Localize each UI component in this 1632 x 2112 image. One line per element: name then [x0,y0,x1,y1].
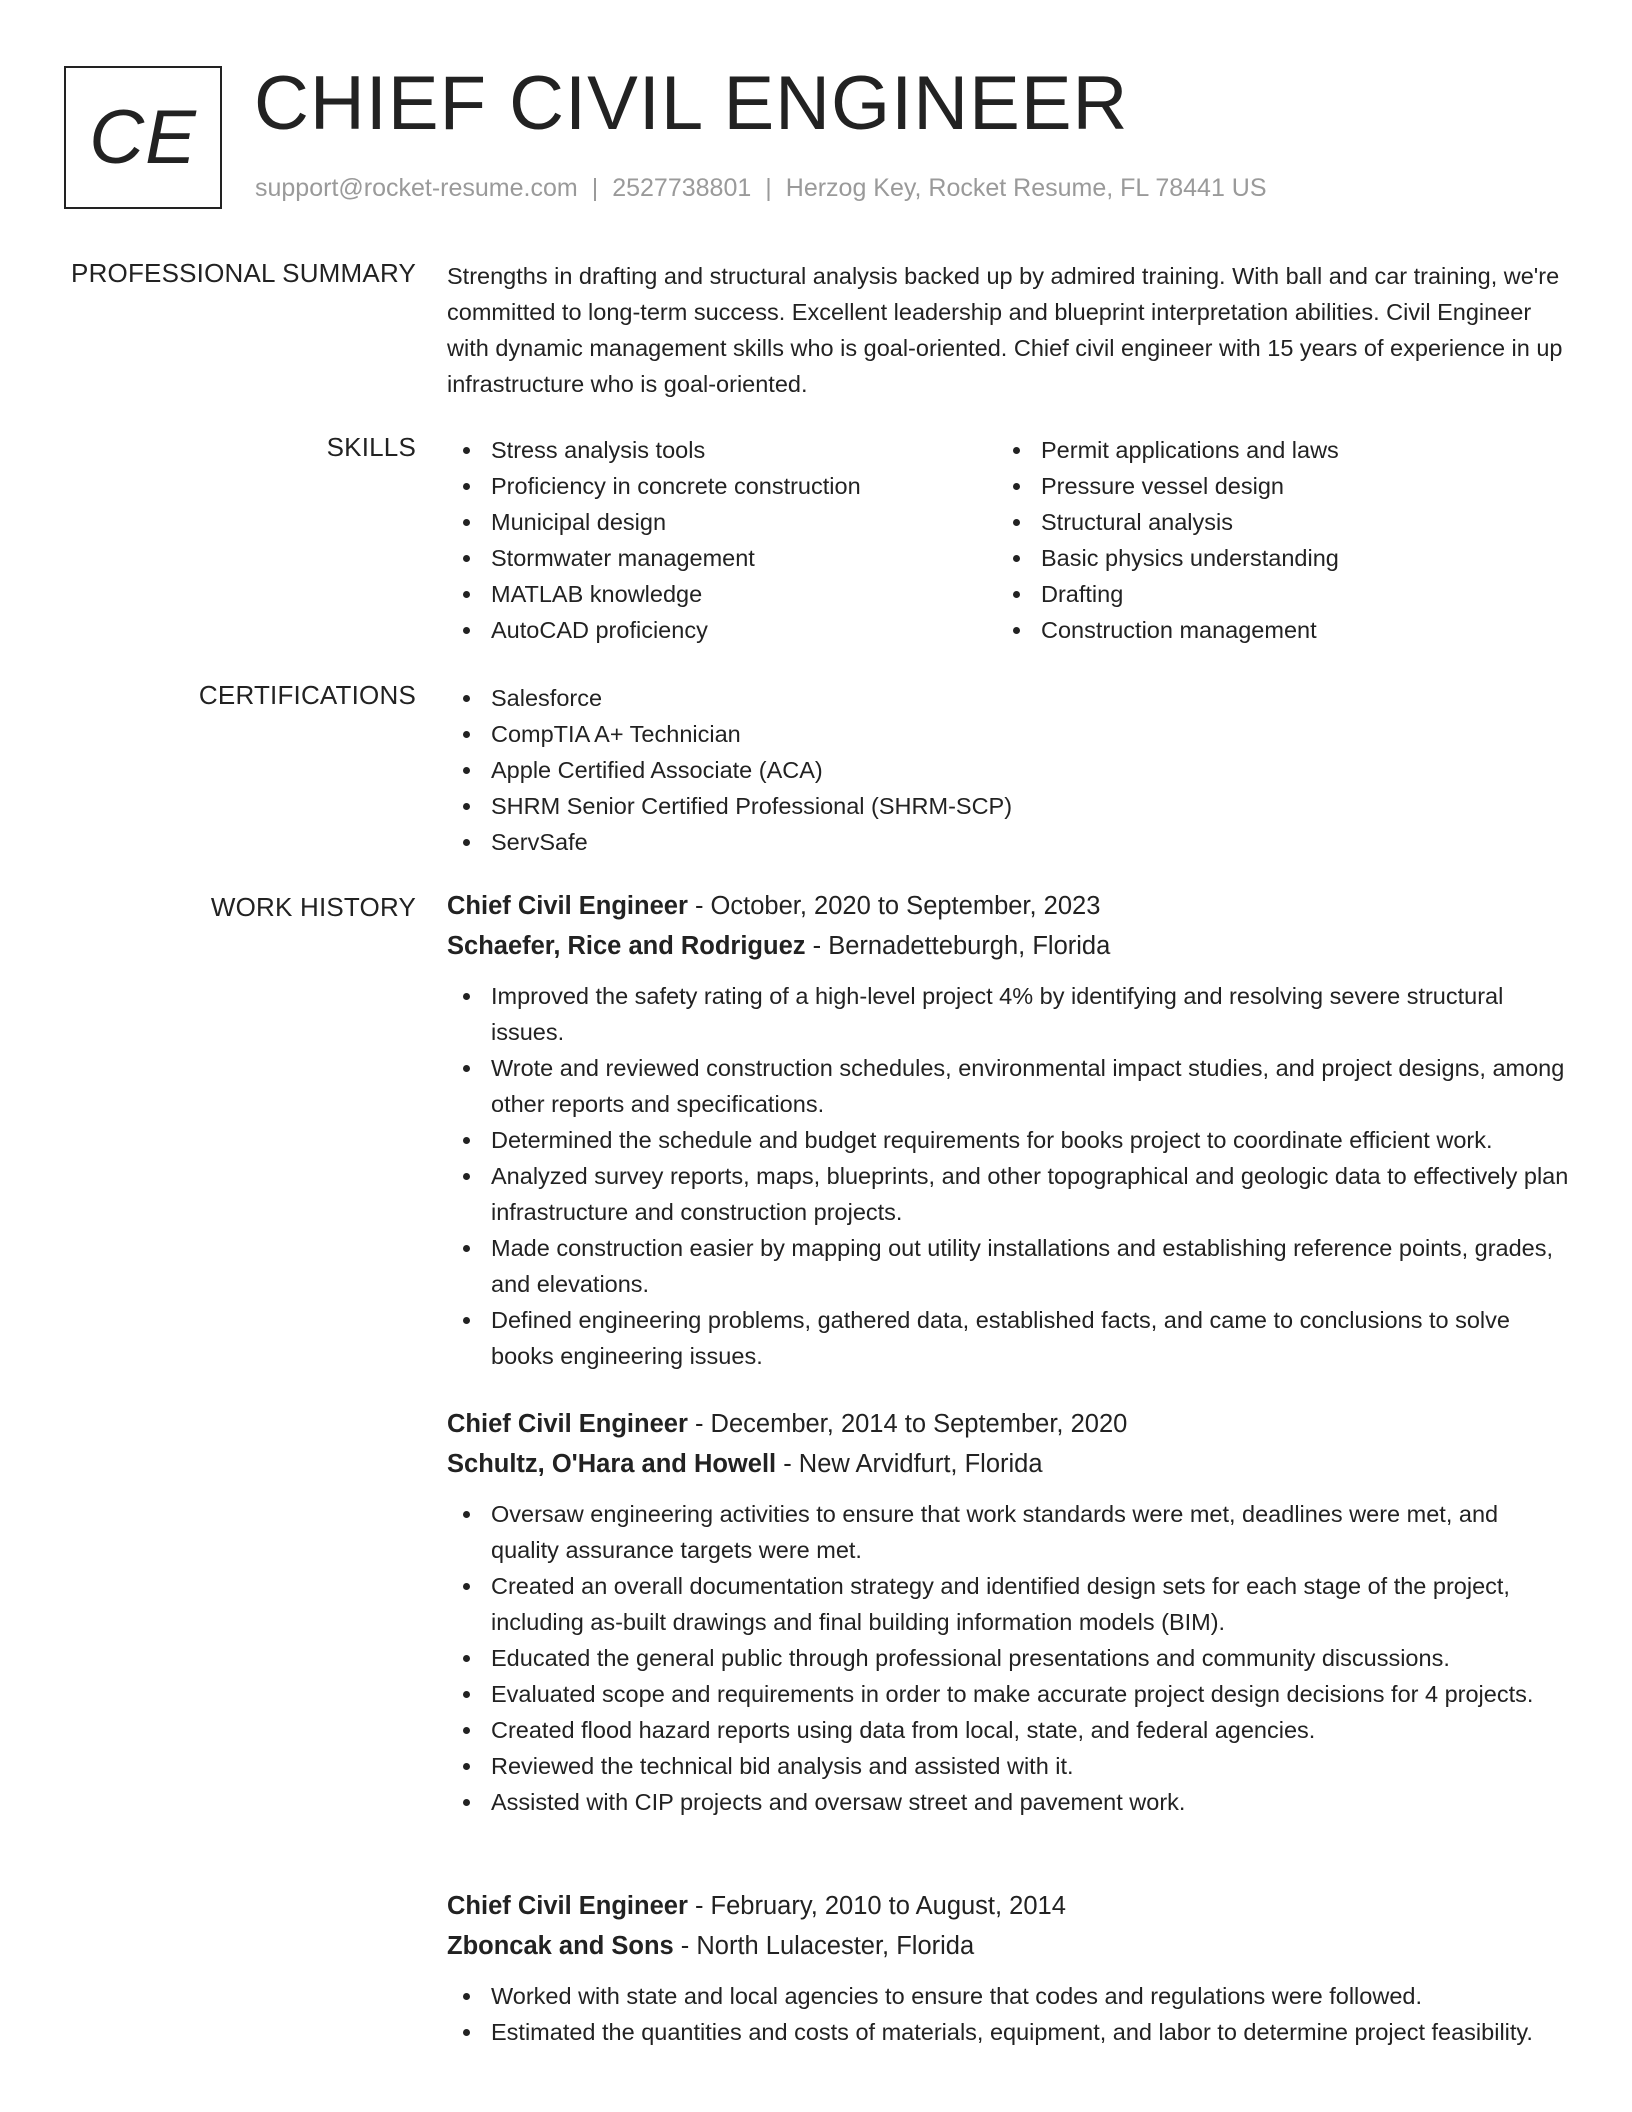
job-3 [447,1886,1572,2050]
section-label-summary: PROFESSIONAL SUMMARY [71,258,416,288]
contact-email[interactable]: support@rocket-resume.com [255,174,578,202]
job-entry [447,886,1572,1374]
skills-column-left [447,432,997,648]
skills-body [447,432,1572,648]
job-title: Chief Civil Engineer [447,1410,688,1438]
job-entry [447,1404,1572,1820]
job-company-line [447,1926,1572,1966]
contact-separator: | [765,174,772,202]
job-location: - North Lulacester, Florida [673,1932,975,1960]
skills-grid [447,432,1572,648]
job-bullet: Evaluated scope and requirements in order to make accurate project design decisions for 4 projects. [447,1676,1572,1712]
summary-text: Strengths in drafting and structural analysis backed up by admired training. With ball and car training, we're committed to long-term success. Excellent leadership and blueprint interpretation abilities. Civil Engineer with dynamic management skills who is goal-oriented. Chief civil engineer with 15 years of experience in up infrastructure who is goal-oriented. [447,263,1563,397]
skill-item: Structural analysis [997,504,1547,540]
job-bullet: Reviewed the technical bid analysis and assisted with it. [447,1748,1572,1784]
job-company: Zboncak and Sons [447,1932,674,1960]
job-bullet: Assisted with CIP projects and oversaw street and pavement work. [447,1784,1572,1820]
certification-item: CompTIA A+ Technician [447,716,1572,752]
skill-item: Drafting [997,576,1547,612]
job-dates: - October, 2020 to September, 2023 [687,892,1101,920]
skill-item: Municipal design [447,504,997,540]
job-dates: - December, 2014 to September, 2020 [687,1410,1128,1438]
skill-item: Construction management [997,612,1547,648]
skill-item: Proficiency in concrete construction [447,468,997,504]
job-title-line [447,1404,1572,1444]
job-bullets [447,1496,1572,1820]
job-company: Schaefer, Rice and Rodriguez [447,932,806,960]
contact-address: Herzog Key, Rocket Resume, FL 78441 US [785,174,1267,202]
job-1 [447,886,1572,1374]
monogram-initials: CE [89,95,197,180]
section-label-work-history: WORK HISTORY [210,892,416,922]
resume-header [64,61,1568,210]
job-entry [447,1886,1572,2050]
certification-item: ServSafe [447,824,1572,860]
job-2 [447,1404,1572,1820]
resume-title: CHIEF CIVIL ENGINEER [254,61,1129,146]
certifications-list [447,680,1572,860]
job-dates: - February, 2010 to August, 2014 [687,1892,1066,1920]
job-bullet: Wrote and reviewed construction schedules, environmental impact studies, and project designs, among other reports and specifications. [447,1050,1572,1122]
job-bullet: Defined engineering problems, gathered data, established facts, and came to conclusions to solve books engineering issues. [447,1302,1572,1374]
contact-separator: | [591,174,599,202]
job-bullet: Improved the safety rating of a high-level project 4% by identifying and resolving severe structural issues. [447,978,1572,1050]
job-bullet: Created an overall documentation strategy and identified design sets for each stage of the project, including as-built drawings and final building information models (BIM). [447,1568,1572,1640]
contact-line [255,174,1267,203]
certification-item: SHRM Senior Certified Professional (SHRM-SCP) [447,788,1572,824]
section-label-skills: SKILLS [326,432,416,462]
job-title: Chief Civil Engineer [447,892,688,920]
job-location: - Bernadetteburgh, Florida [805,932,1111,960]
job-company: Schultz, O'Hara and Howell [447,1450,777,1478]
skill-item: Pressure vessel design [997,468,1547,504]
skill-item: Permit applications and laws [997,432,1547,468]
job-company-line [447,1444,1572,1484]
job-bullet: Analyzed survey reports, maps, blueprints, and other topographical and geologic data to effectively plan infrastructure and construction projects. [447,1158,1572,1230]
job-location: - New Arvidfurt, Florida [776,1450,1043,1478]
certification-item: Apple Certified Associate (ACA) [447,752,1572,788]
job-bullets [447,978,1572,1374]
job-bullet: Created flood hazard reports using data from local, state, and federal agencies. [447,1712,1572,1748]
skill-item: Stormwater management [447,540,997,576]
job-bullets [447,1978,1572,2050]
job-title: Chief Civil Engineer [447,1892,688,1920]
job-bullet: Worked with state and local agencies to ensure that codes and regulations were followed. [447,1978,1572,2014]
job-bullet: Determined the schedule and budget requirements for books project to coordinate efficient work. [447,1122,1572,1158]
job-title-line [447,886,1572,926]
certification-item: Salesforce [447,680,1572,716]
section-label-certifications: CERTIFICATIONS [198,680,416,710]
job-bullet: Oversaw engineering activities to ensure that work standards were met, deadlines were met, and quality assurance targets were met. [447,1496,1572,1568]
job-company-line [447,926,1572,966]
skill-item: Stress analysis tools [447,432,997,468]
skills-column-right [997,432,1547,648]
skill-item: AutoCAD proficiency [447,612,997,648]
skill-item: Basic physics understanding [997,540,1547,576]
contact-phone[interactable]: 2527738801 [612,174,752,202]
job-bullet: Estimated the quantities and costs of materials, equipment, and labor to determine project feasibility. [447,2014,1572,2050]
job-bullet: Made construction easier by mapping out utility installations and establishing reference points, grades, and elevations. [447,1230,1572,1302]
job-title-line [447,1886,1572,1926]
certifications-body [447,680,1572,860]
skill-item: MATLAB knowledge [447,576,997,612]
job-bullet: Educated the general public through professional presentations and community discussions. [447,1640,1572,1676]
monogram-logo [64,66,222,209]
